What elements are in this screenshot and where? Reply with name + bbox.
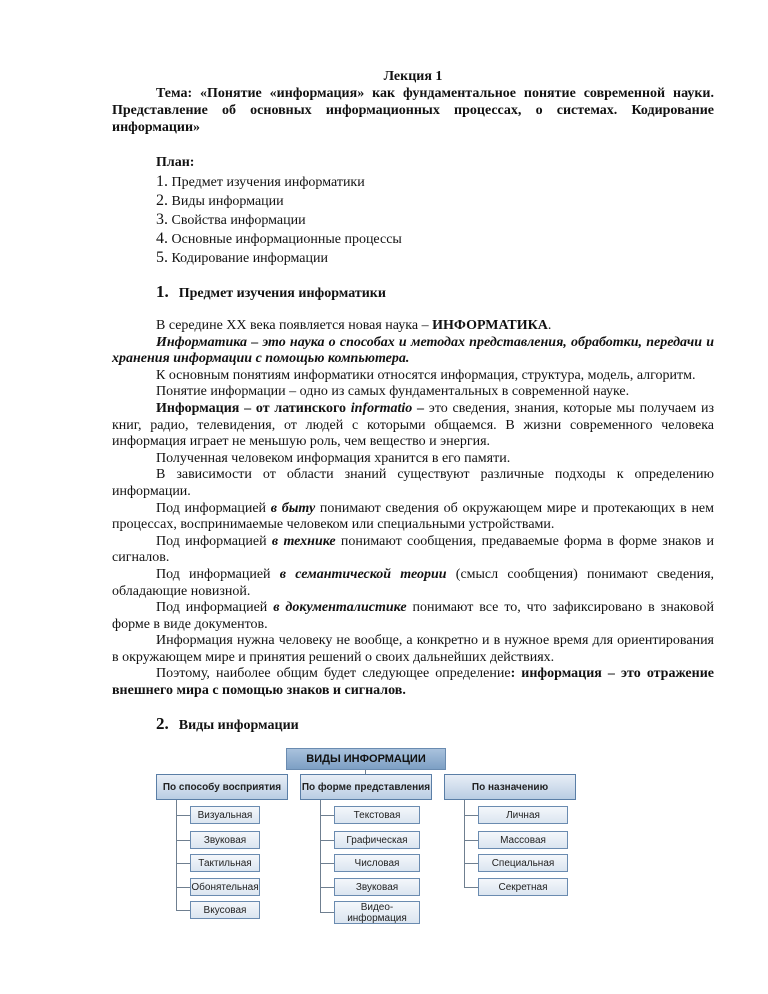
paragraph: В середине XX века появляется новая наука – ИНФОРМАТИКА.: [156, 318, 552, 333]
diagram-header-perception: По способу восприятия: [156, 774, 288, 800]
diagram-item: Звуковая: [334, 878, 420, 896]
diagram-item: Обонятельная: [190, 878, 260, 896]
diagram-item: Видео-информация: [334, 901, 420, 924]
plan-item: 4. Основные информационные процессы: [156, 230, 402, 247]
diagram-item: Звуковая: [190, 831, 260, 849]
diagram-item: Визуальная: [190, 806, 260, 824]
paragraph: В зависимости от области знаний существуют различные подходы к определению информации.: [112, 467, 714, 499]
paragraph: Информация – от латинского informatio – это сведения, знания, которые мы получаем из книг, радио, телевидения, от людей с которыми общаемся. В жизни современного человека информация играет не меньшую роль, чем вещество и энергия.: [112, 400, 714, 450]
diagram-item: Текстовая: [334, 806, 420, 824]
diagram-header-form: По форме представления: [300, 774, 432, 800]
plan-list: [112, 173, 714, 268]
plan-heading: План:: [156, 155, 195, 170]
info-types-diagram: [156, 748, 576, 924]
diagram-title: ВИДЫ ИНФОРМАЦИИ: [286, 748, 446, 770]
diagram-item: Специальная: [478, 854, 568, 872]
diagram-item: Вкусовая: [190, 901, 260, 919]
topic-heading: Тема: «Понятие «информация» как фундаментальное понятие современной науки. Представление об основных информационных процессах, о системах. Кодирование информации»: [112, 86, 714, 135]
paragraph: Поэтому, наиболее общим будет следующее определение: информация – это отражение внешнего мира с помощью знаков и сигналов.: [112, 666, 714, 699]
plan-item: 3. Свойства информации: [156, 211, 306, 228]
diagram-item: Секретная: [478, 878, 568, 896]
diagram-item: Массовая: [478, 831, 568, 849]
plan-item: 5. Кодирование информации: [156, 249, 328, 266]
diagram-item: Числовая: [334, 854, 420, 872]
section-2-heading: 2. Виды информации: [156, 713, 299, 733]
paragraph: К основным понятиям информатики относятся информация, структура, модель, алгоритм.: [156, 367, 696, 383]
lecture-title: Лекция 1: [383, 69, 443, 84]
diagram-item: Личная: [478, 806, 568, 824]
diagram-item: Тактильная: [190, 854, 260, 872]
paragraph: Информация нужна человеку не вообще, а конкретно и в нужное время для ориентирования в окружающем мире и принятия решений о своих дальнейших действиях.: [112, 633, 714, 665]
document-page: [112, 60, 714, 736]
section-1-heading: 1. Предмет изучения информатики: [156, 282, 386, 301]
paragraph: Под информацией в документалистике понимают все то, что зафиксировано в знаковой форме в виде документов.: [112, 600, 715, 632]
paragraph: Под информацией в семантической теории (смысл сообщения) понимают сведения, обладающие новизной.: [112, 566, 715, 599]
definition-paragraph: Информатика – это наука о способах и методах представления, обработки, передачи и хранения информации с помощью компьютера.: [112, 334, 714, 367]
paragraph: Полученная человеком информация хранится в его памяти.: [156, 450, 511, 466]
diagram-header-purpose: По назначению: [444, 774, 576, 800]
diagram-item: Графическая: [334, 831, 420, 849]
paragraph: Под информацией в быту понимают сведения об окружающем мире и протекающих в нем процессах, воспринимаемые человеком или специальными устройствами.: [112, 500, 715, 533]
plan-item: 1. Предмет изучения информатики: [156, 173, 365, 190]
paragraph: Понятие информации – одно из самых фундаментальных в современной науке.: [156, 384, 630, 400]
plan-item: 2. Виды информации: [156, 192, 284, 209]
paragraph: Под информацией в технике понимают сообщения, предаваемые форма в форме знаков и сигналов.: [112, 533, 714, 566]
